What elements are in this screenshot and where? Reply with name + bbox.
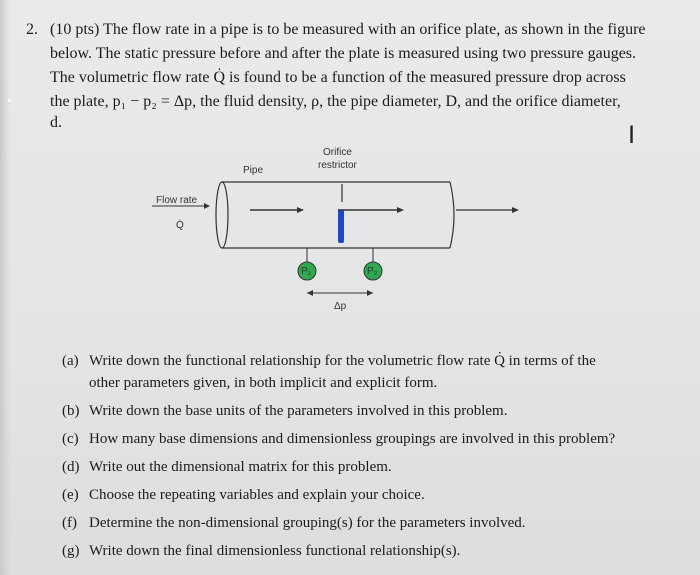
question-line-1: (10 pts) The flow rate in a pipe is to be measured with an orifice plate, as shown in the figure <box>50 21 646 38</box>
delta-p-arrow-right <box>367 290 373 296</box>
flow-rate-symbol: Q̇ <box>176 220 184 231</box>
page-edge-shadow <box>0 0 10 575</box>
pipe-flow-arrow-head <box>297 207 304 213</box>
part-b-text: Write down the base units of the parameters involved in this problem. <box>89 403 508 419</box>
orifice-plate <box>338 210 344 243</box>
part-g-text: Write down the final dimensionless functional relationship(s). <box>89 543 461 559</box>
question-number: 2. <box>26 21 38 38</box>
question-line-2: below. The static pressure before and after the plate is measured using two pressure gauges. <box>50 45 637 62</box>
pipe-label: Pipe <box>243 165 264 176</box>
text-cursor-icon: I <box>628 121 636 149</box>
question-line-4: the plate, p₁ − p₂ = Δp, the fluid density, ρ, the pipe diameter, D, and the orifice diameter, <box>50 93 621 110</box>
orifice-label-line1: Orifice <box>323 147 352 158</box>
gauge2-label: P₂ <box>367 266 378 277</box>
orifice-flow-arrow-head <box>397 207 404 213</box>
part-d-label: (d) <box>62 459 80 475</box>
part-a-continuation: other parameters given, in both implicit and explicit form. <box>89 375 438 391</box>
delta-p-arrow-left <box>307 290 313 296</box>
part-c-label: (c) <box>62 431 79 447</box>
flow-rate-label: Flow rate <box>156 195 198 206</box>
part-c-text: How many base dimensions and dimensionless groupings are involved in this problem? <box>89 431 616 447</box>
question-line-3: The volumetric flow rate Q̇ is found to be a function of the measured pressure drop across <box>50 69 626 86</box>
part-f-text: Determine the non-dimensional grouping(s) for the parameters involved. <box>89 515 526 531</box>
orifice-label-line2: restrictor <box>318 160 357 171</box>
question-line-5: d. <box>50 114 62 131</box>
part-a-text: Write down the functional relationship for the volumetric flow rate Q̇ in terms of the <box>89 353 596 369</box>
gauge1-label: P₁ <box>301 266 312 277</box>
pipe-inlet-end <box>216 182 228 248</box>
orifice-flow-diagram <box>140 140 540 320</box>
part-f-label: (f) <box>62 515 77 531</box>
outlet-arrow-head <box>512 207 519 213</box>
part-b-label: (b) <box>62 403 80 419</box>
inlet-arrow-head <box>204 203 210 209</box>
page-speck <box>8 99 11 102</box>
pipe-outlet-end <box>450 182 454 248</box>
part-d-text: Write out the dimensional matrix for this problem. <box>89 459 392 475</box>
part-g-label: (g) <box>62 543 80 559</box>
part-a-label: (a) <box>62 353 79 369</box>
part-e-label: (e) <box>62 487 79 503</box>
part-e-text: Choose the repeating variables and explain your choice. <box>89 487 425 503</box>
delta-p-label: Δp <box>334 301 347 312</box>
